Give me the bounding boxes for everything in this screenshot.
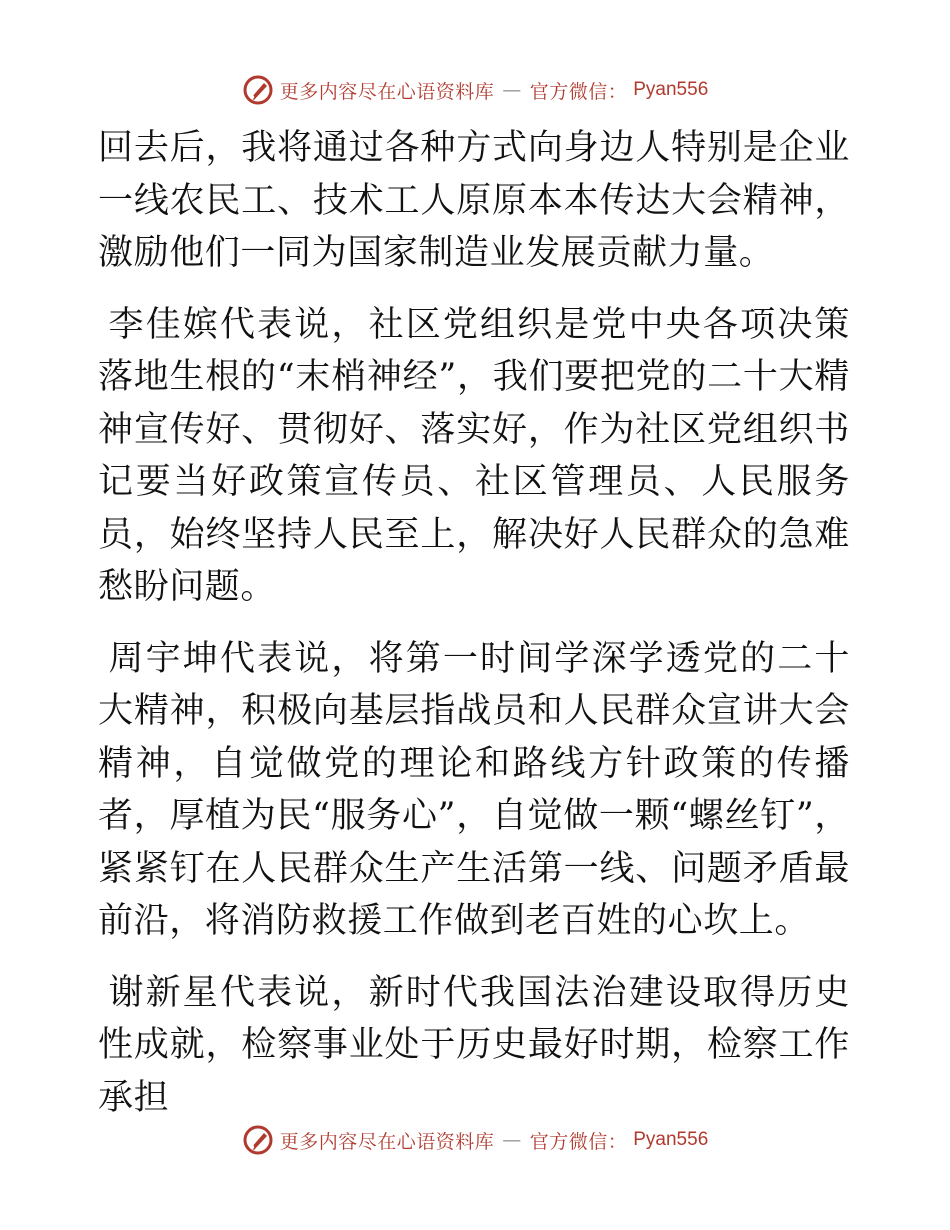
quill-seal-icon bbox=[242, 74, 274, 106]
footer-watermark bbox=[242, 1124, 709, 1156]
quill-seal-icon bbox=[242, 1124, 274, 1156]
document-body bbox=[98, 122, 850, 1118]
paragraph-4: 谢新星代表说，新时代我国法治建设取得历史性成就，检察事业处于历史最好时期，检察工作承担 bbox=[98, 972, 850, 1118]
header-watermark bbox=[242, 74, 709, 106]
watermark-site-text: 更多内容尽在心语资料库 bbox=[279, 1130, 495, 1153]
watermark-separator: — bbox=[502, 1129, 522, 1151]
paragraph-2: 李佳嫔代表说，社区党组织是党中央各项决策落地生根的“末梢神经”，我们要把党的二十大精神宣传好、贯彻好、落实好，作为社区党组织书记要当好政策宣传员、社区管理员、人民服务员，始终坚持人民至上，解决好人民群众的急难愁盼问题。 bbox=[98, 304, 850, 607]
watermark-wechat-id: Pyan556 bbox=[633, 1129, 709, 1150]
watermark-separator: — bbox=[502, 79, 522, 101]
footer-watermark-banner bbox=[0, 1120, 950, 1160]
watermark-wechat-id: Pyan556 bbox=[633, 79, 709, 100]
watermark-wechat-label: 官方微信： bbox=[529, 80, 628, 103]
watermark-wechat-label: 官方微信： bbox=[529, 1130, 628, 1153]
paragraph-3: 周宇坤代表说，将第一时间学深学透党的二十大精神，积极向基层指战员和人民群众宣讲大会精神，自觉做党的理论和路线方针政策的传播者，厚植为民“服务心”，自觉做一颗“螺丝钉”，紧紧钉在人民群众生产生活第一线、问题矛盾最前沿，将消防救援工作做到老百姓的心坎上。 bbox=[98, 638, 850, 941]
header-watermark-banner bbox=[0, 70, 950, 110]
watermark-site-text: 更多内容尽在心语资料库 bbox=[279, 80, 495, 103]
paragraph-1: 回去后，我将通过各种方式向身边人特别是企业一线农民工、技术工人原原本本传达大会精神，激励他们一同为国家制造业发展贡献力量。 bbox=[98, 128, 850, 273]
